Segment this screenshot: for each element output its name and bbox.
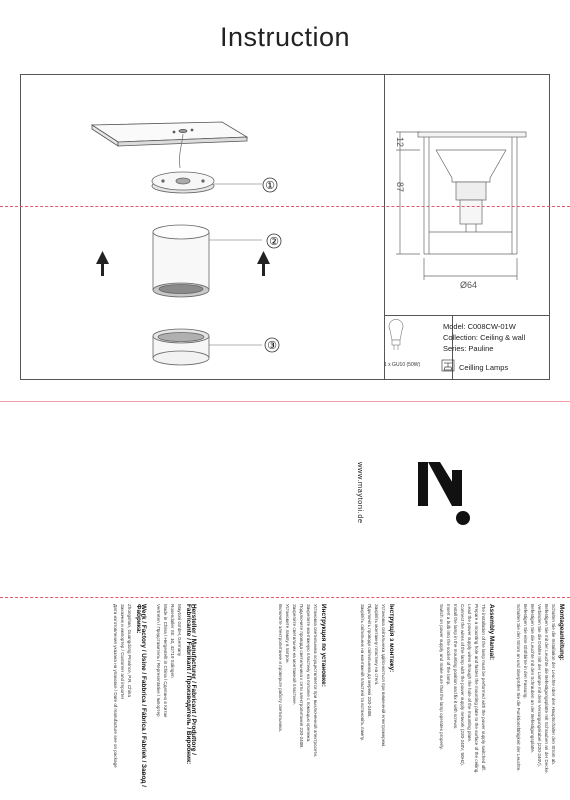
assembly-line: The installation of the lamp must be performed with the power supply switched off. bbox=[480, 604, 486, 771]
russian-line: Подключите провода светильника к сети электропитания 220-240В. bbox=[298, 604, 304, 749]
montage-heading: Montageanleitung: bbox=[558, 604, 565, 661]
callout-1: ① bbox=[265, 180, 275, 192]
montage-line: Befestigen Sie eine Glühbirne in den Fassung. bbox=[522, 604, 528, 699]
russian-line: Включите электропитание и проверьте работу светильника. bbox=[278, 604, 284, 732]
ukrainian-heading: Інструкція з монтажу: bbox=[388, 604, 395, 673]
assembly-line: Connect the wires of the lamp with the power supply network (220-240V, 50Hz). bbox=[459, 604, 465, 766]
assembly-heading: Assembly Manual: bbox=[488, 604, 495, 661]
dim-diameter: Ø64 bbox=[460, 280, 478, 290]
brand-url: www.maytoni.de bbox=[356, 462, 365, 524]
factory-section bbox=[111, 604, 146, 789]
montage-line: Befestigen Sie die Leuchte mit den Schrauben an der Befestigungsplatte. bbox=[529, 604, 535, 754]
factory-line: Дата изготовления указана на упаковке / Date of manufacture see on package bbox=[113, 604, 119, 768]
ukrainian-line: Установка світильника здійснюється при вимкненій електромережі. bbox=[380, 604, 386, 748]
product-collection: Collection: Ceiling & wall bbox=[443, 333, 526, 342]
factory-heading: Werk / Factory / Usine / Fabbrica / Fábrica / Fabriek / Завод / Фабрика: bbox=[134, 604, 147, 787]
ukrainian-line: Підключіть проводи світильника до мережі 220-240В. bbox=[366, 604, 372, 718]
ukrainian-line: Закріпіть світильник на монтажній пластині та встановіть лампу. bbox=[359, 604, 365, 741]
page-title: Instruction bbox=[219, 22, 351, 52]
manufacturer-line: Made in China / Hergestellt in China / Сделано в Китае bbox=[163, 604, 169, 718]
russian-line: Закрепите монтажную пластину на потолке с помощью крепежа. bbox=[305, 604, 311, 743]
montage-section bbox=[514, 604, 564, 789]
product-series: Series: Pauline bbox=[443, 344, 494, 353]
montage-line: Schalten Sie den Strom an und überprüfen Sie die Funktionsfähigkeit der Leuchte. bbox=[516, 604, 522, 772]
dim-height-top: 12 bbox=[395, 137, 405, 148]
bulb-spec: 1 x GU10 (50W) bbox=[384, 362, 421, 368]
ukrainian-section bbox=[358, 604, 394, 789]
ukrainian-line: Закріпіть монтажну пластину на стелі. bbox=[373, 604, 379, 686]
factory-line: Заказчик и импортер / Customer and importer bbox=[120, 604, 126, 700]
manufacturer-line: Rosendaller Str. 10, 42719 Solingen bbox=[170, 604, 176, 678]
assembly-line: Lead the power supply wires through the hole of the mounting plate. bbox=[466, 604, 472, 743]
montage-line: Befestigen Sie mit der Leuchte die Befestigungsplatte mit Schrauben an der Decke. bbox=[543, 604, 549, 774]
russian-heading: Инструкция по установке: bbox=[320, 604, 327, 687]
callout-2: ② bbox=[269, 236, 279, 248]
assembly-section bbox=[437, 604, 494, 789]
assembly-line: Insert a bulb into the socket of the lamp. bbox=[446, 604, 452, 686]
russian-line: Установите лампу в патрон. bbox=[284, 604, 290, 664]
assembly-line: Install the lamp in the mounting position and fix it with screws. bbox=[452, 604, 458, 730]
assembly-line: Switch on power supply and make sure that the lamp operates properly. bbox=[439, 604, 445, 750]
manufacturer-line: Maytoni GmbH, Germany bbox=[177, 604, 183, 657]
factory-line: Zhongshan, Guangdong Province, P.R. China bbox=[127, 604, 133, 697]
russian-line: Установка светильника осуществляется при выключенной электросети. bbox=[312, 604, 318, 758]
callout-3: ③ bbox=[267, 340, 277, 352]
montage-line: Schalten Sie die Installation der Leuchte über den Hauptschalter den Strom ab. bbox=[550, 604, 556, 766]
manufacturer-heading: Hersteller / Manufacturer / Fabricant / Produttore / Fabricante / Fabrikant / Производитель / Виробник: bbox=[184, 604, 197, 765]
dim-height-body: 87 bbox=[395, 182, 405, 193]
russian-line: Закрепите светильник на монтажной пластине. bbox=[291, 604, 297, 705]
montage-line: Verbinden Sie die Drähte mit der Lampe mit dem Versorgungskabel (220-240V). bbox=[536, 604, 542, 767]
russian-section bbox=[276, 604, 326, 789]
manufacturer-section bbox=[155, 604, 196, 789]
manufacturer-line: Vertreten / Представитель / Representative / Імпортер bbox=[156, 604, 162, 717]
assembly-line: Prepare a mounting hole and fasten the mounting plate to the surface of the ceiling. bbox=[473, 604, 479, 774]
product-category: Ceilling Lamps bbox=[459, 363, 509, 372]
product-model: Model: C008CW-01W bbox=[443, 322, 516, 331]
